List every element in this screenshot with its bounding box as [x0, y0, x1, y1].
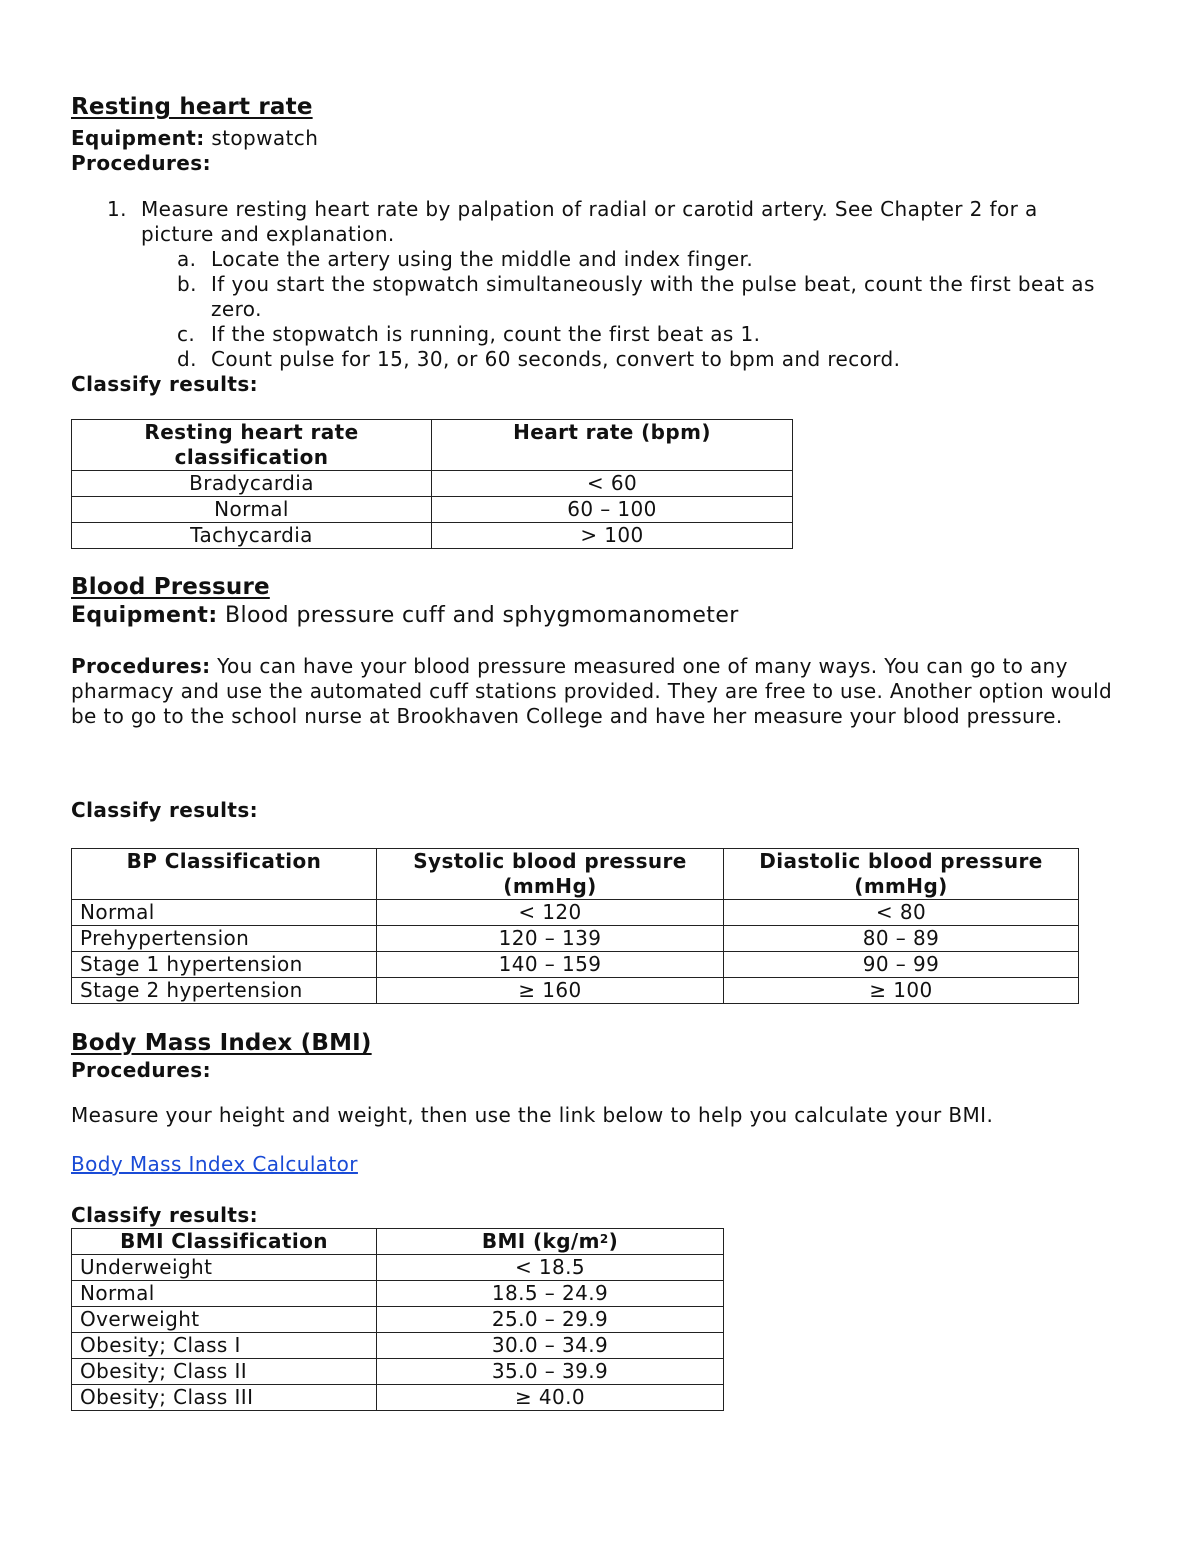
table-row — [72, 1281, 724, 1307]
table-cell: < 18.5 — [377, 1255, 724, 1281]
substep-text: Locate the artery using the middle and index finger. — [211, 247, 754, 271]
procedure-list — [71, 197, 1131, 377]
table-cell: 35.0 – 39.9 — [377, 1359, 724, 1385]
table-row — [72, 471, 793, 497]
step-text-line1: Measure resting heart rate by palpation of radial or carotid artery. See Chapter 2 for a — [141, 197, 1038, 221]
section-title-bmi: Body Mass Index (BMI) — [71, 1030, 372, 1056]
table-cell: Obesity; Class II — [72, 1359, 377, 1385]
table-cell: Normal — [72, 1281, 377, 1307]
equipment-line — [71, 603, 739, 628]
section-title-blood-pressure: Blood Pressure — [71, 574, 270, 600]
substep-text: Count pulse for 15, 30, or 60 seconds, convert to bpm and record. — [211, 347, 901, 371]
bmi-table — [71, 1228, 724, 1411]
resting-heart-rate-table — [71, 419, 793, 549]
table-cell: 30.0 – 34.9 — [377, 1333, 724, 1359]
substep-letter: d. — [177, 347, 197, 371]
table-cell: Prehypertension — [72, 926, 377, 952]
bmi-calculator-link-wrap — [71, 1152, 358, 1176]
substep-letter: c. — [177, 322, 196, 346]
table-header-cell: Heart rate (bpm) — [432, 420, 793, 471]
equipment-line — [71, 126, 318, 150]
table-header-cell: Systolic blood pressure (mmHg) — [377, 849, 724, 900]
table-cell: Normal — [72, 900, 377, 926]
blood-pressure-table — [71, 848, 1079, 1004]
substep-text-cont: zero. — [211, 297, 262, 321]
step-number: 1. — [107, 197, 127, 221]
table-row — [72, 926, 1079, 952]
substep-text: If the stopwatch is running, count the first beat as 1. — [211, 322, 761, 346]
table-cell: 18.5 – 24.9 — [377, 1281, 724, 1307]
table-row — [72, 523, 793, 549]
procedures-label: Procedures: — [71, 1058, 211, 1082]
table-row — [72, 1255, 724, 1281]
step-text-line2: picture and explanation. — [141, 222, 395, 246]
table-cell: 140 – 159 — [377, 952, 724, 978]
substep-letter: a. — [177, 247, 197, 271]
table-header-row — [72, 849, 1079, 900]
table-row — [72, 1359, 724, 1385]
table-cell: 60 – 100 — [432, 497, 793, 523]
table-cell: Bradycardia — [72, 471, 432, 497]
classify-results-label: Classify results: — [71, 1203, 259, 1227]
table-row — [72, 1333, 724, 1359]
procedures-text: You can have your blood pressure measured one of many ways. You can go to any pharmacy and use the automated cuff stations provided. They are free to use. Another option would be to go to the school nurse at Brookhaven College and have her measure your blood pressure. — [71, 654, 1113, 728]
table-cell: > 100 — [432, 523, 793, 549]
bmi-calculator-link[interactable]: Body Mass Index Calculator — [71, 1152, 358, 1176]
table-cell: Normal — [72, 497, 432, 523]
equipment-value: Blood pressure cuff and sphygmomanometer — [217, 603, 739, 628]
procedures-label: Procedures: — [71, 654, 211, 678]
table-cell: ≥ 40.0 — [377, 1385, 724, 1411]
table-cell: Stage 2 hypertension — [72, 978, 377, 1004]
table-header-cell: Diastolic blood pressure (mmHg) — [724, 849, 1079, 900]
classify-results-label: Classify results: — [71, 798, 259, 822]
table-cell: Tachycardia — [72, 523, 432, 549]
equipment-value: stopwatch — [204, 126, 319, 150]
table-cell: < 60 — [432, 471, 793, 497]
table-cell: < 120 — [377, 900, 724, 926]
table-row — [72, 952, 1079, 978]
table-header-row — [72, 420, 793, 471]
table-cell: 80 – 89 — [724, 926, 1079, 952]
table-header-row — [72, 1229, 724, 1255]
equipment-label: Equipment: — [71, 603, 218, 628]
table-cell: Underweight — [72, 1255, 377, 1281]
table-cell: Overweight — [72, 1307, 377, 1333]
table-row — [72, 978, 1079, 1004]
table-header-cell: BP Classification — [72, 849, 377, 900]
table-cell: 25.0 – 29.9 — [377, 1307, 724, 1333]
section-title-resting-heart-rate: Resting heart rate — [71, 94, 313, 120]
table-cell: ≥ 100 — [724, 978, 1079, 1004]
procedures-label: Procedures: — [71, 151, 211, 175]
table-row — [72, 497, 793, 523]
table-cell: Obesity; Class I — [72, 1333, 377, 1359]
table-header-cell: Resting heart rate classification — [72, 420, 432, 471]
table-header-cell: BMI $(kg/m^2)$ — [377, 1229, 724, 1255]
table-cell: Obesity; Class III — [72, 1385, 377, 1411]
bp-procedures-paragraph — [71, 654, 1131, 729]
table-cell: 90 – 99 — [724, 952, 1079, 978]
table-row — [72, 1385, 724, 1411]
table-row — [72, 900, 1079, 926]
classify-results-label: Classify results: — [71, 372, 259, 396]
table-cell: ≥ 160 — [377, 978, 724, 1004]
equipment-label: Equipment: — [71, 126, 205, 150]
table-row — [72, 1307, 724, 1333]
table-cell: < 80 — [724, 900, 1079, 926]
bmi-procedures-text: Measure your height and weight, then use the link below to help you calculate your BMI. — [71, 1103, 994, 1127]
substep-text: If you start the stopwatch simultaneously with the pulse beat, count the first beat as — [211, 272, 1095, 296]
table-cell: 120 – 139 — [377, 926, 724, 952]
substep-letter: b. — [177, 272, 197, 296]
table-header-cell: BMI Classification — [72, 1229, 377, 1255]
table-cell: Stage 1 hypertension — [72, 952, 377, 978]
